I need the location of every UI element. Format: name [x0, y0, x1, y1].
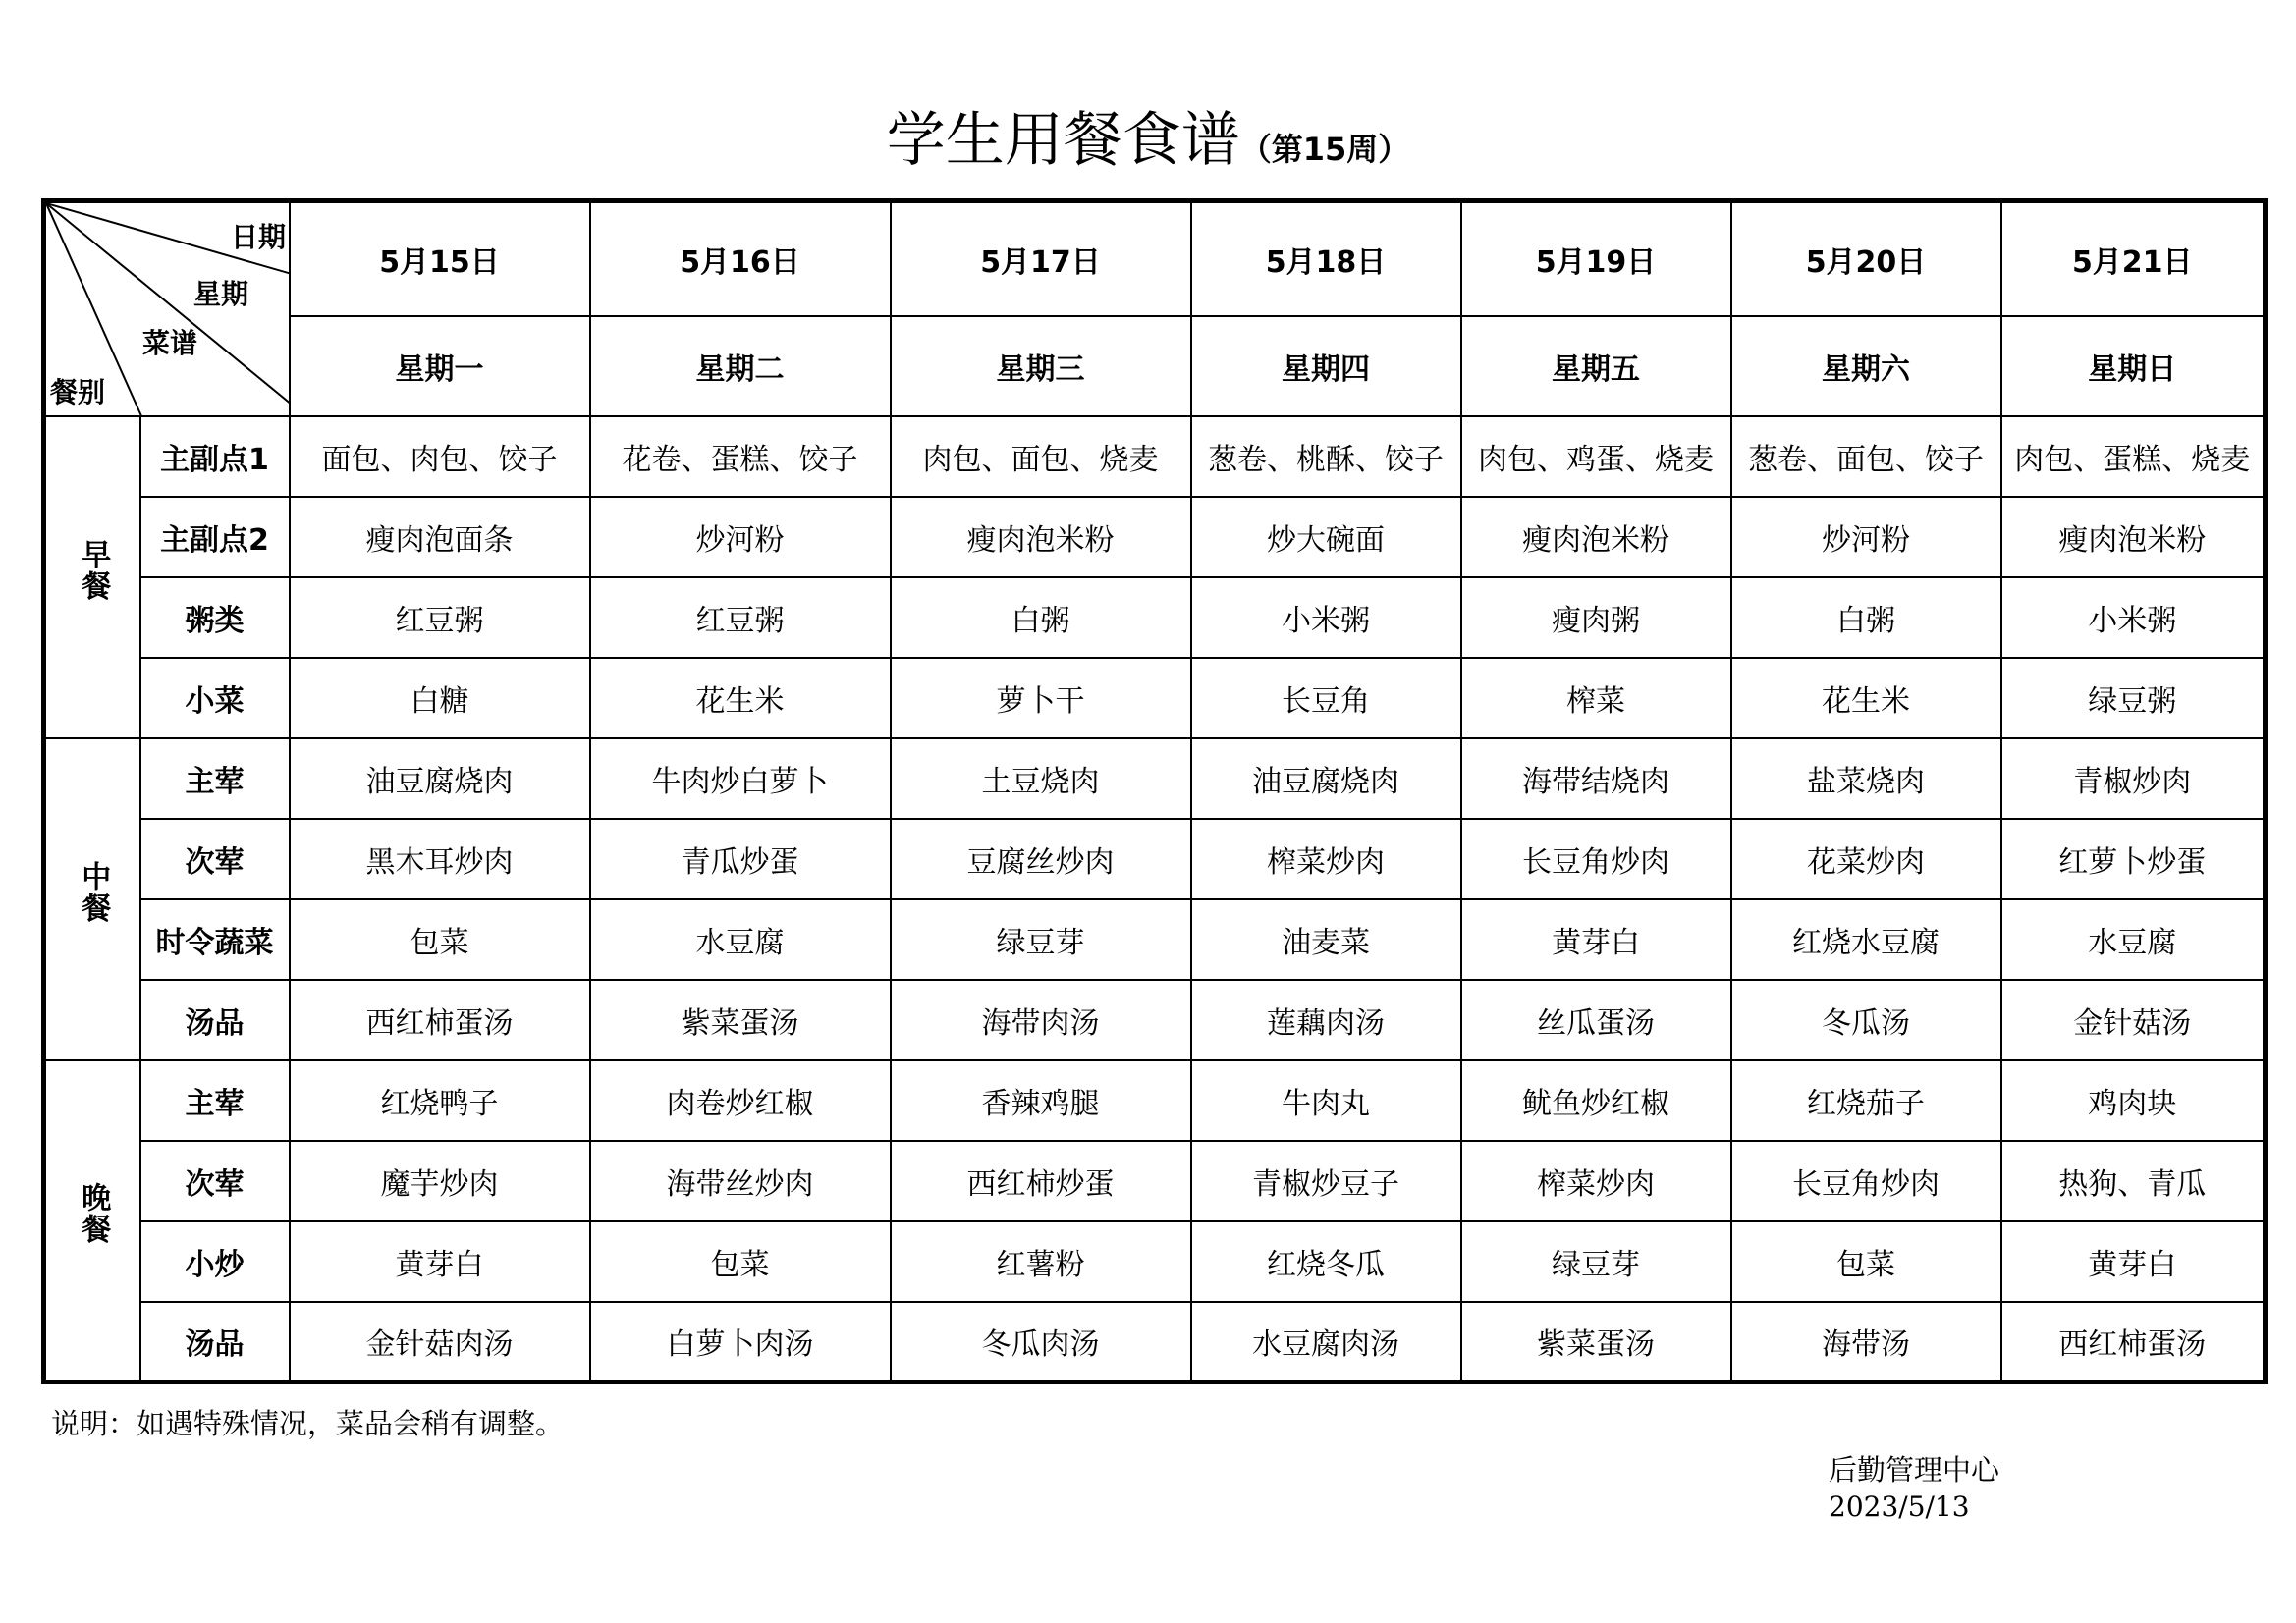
weekday-header: 星期三: [891, 316, 1191, 416]
weekday-header: 星期二: [590, 316, 891, 416]
dish-cell: 肉卷炒红椒: [590, 1060, 891, 1141]
dish-cell: 炒大碗面: [1191, 497, 1461, 577]
date-header: 5月16日: [590, 201, 891, 316]
dish-cell: 红烧茄子: [1731, 1060, 2001, 1141]
dish-cell: 紫菜蛋汤: [590, 980, 891, 1060]
corner-meal-label: 餐别: [50, 376, 106, 408]
dish-cell: 土豆烧肉: [891, 738, 1191, 819]
meal-label-text: 早餐: [76, 538, 111, 602]
dish-cell: 黄芽白: [1461, 899, 1731, 980]
category-label: 时令蔬菜: [140, 899, 290, 980]
dish-cell: 黄芽白: [290, 1221, 590, 1302]
dish-cell: 水豆腐: [590, 899, 891, 980]
corner-header: [44, 201, 290, 416]
corner-menu-label: 菜谱: [142, 327, 198, 359]
dish-cell: 炒河粉: [1731, 497, 2001, 577]
menu-row: [44, 1141, 2266, 1221]
dish-cell: 白糖: [290, 658, 590, 738]
dish-cell: 红烧冬瓜: [1191, 1221, 1461, 1302]
dish-cell: 绿豆粥: [2001, 658, 2266, 738]
dish-cell: 丝瓜蛋汤: [1461, 980, 1731, 1060]
dish-cell: 红萝卜炒蛋: [2001, 819, 2266, 899]
dish-cell: 花菜炒肉: [1731, 819, 2001, 899]
dish-cell: 白粥: [1731, 577, 2001, 658]
dish-cell: 瘦肉粥: [1461, 577, 1731, 658]
dish-cell: 海带汤: [1731, 1302, 2001, 1382]
dish-cell: 肉包、面包、烧麦: [891, 416, 1191, 497]
dish-cell: 海带结烧肉: [1461, 738, 1731, 819]
menu-row: [44, 1221, 2266, 1302]
dish-cell: 长豆角炒肉: [1461, 819, 1731, 899]
department: 后勤管理中心: [1829, 1453, 2000, 1487]
weekday-header: 星期六: [1731, 316, 2001, 416]
menu-row: [44, 1060, 2266, 1141]
menu-row: [44, 1302, 2266, 1382]
category-label: 主副点2: [140, 497, 290, 577]
footnote: 说明：如遇特殊情况，菜品会稍有调整。: [51, 1407, 565, 1440]
category-label: 汤品: [140, 980, 290, 1060]
menu-row: [44, 819, 2266, 899]
dish-cell: 水豆腐肉汤: [1191, 1302, 1461, 1382]
date-header: 5月17日: [891, 201, 1191, 316]
meal-label: [44, 738, 140, 1060]
date-header: 5月20日: [1731, 201, 2001, 316]
dish-cell: 花卷、蛋糕、饺子: [590, 416, 891, 497]
date-header: 5月19日: [1461, 201, 1731, 316]
dish-cell: 葱卷、面包、饺子: [1731, 416, 2001, 497]
dish-cell: 青椒炒豆子: [1191, 1141, 1461, 1221]
category-label: 主荤: [140, 738, 290, 819]
dish-cell: 香辣鸡腿: [891, 1060, 1191, 1141]
page-title: [0, 101, 2296, 189]
menu-row: [44, 658, 2266, 738]
dish-cell: 冬瓜汤: [1731, 980, 2001, 1060]
menu-row: [44, 980, 2266, 1060]
category-label: 主荤: [140, 1060, 290, 1141]
dish-cell: 牛肉炒白萝卜: [590, 738, 891, 819]
dish-cell: 瘦肉泡米粉: [1461, 497, 1731, 577]
dish-cell: 红豆粥: [590, 577, 891, 658]
dish-cell: 西红柿蛋汤: [290, 980, 590, 1060]
dish-cell: 西红柿炒蛋: [891, 1141, 1191, 1221]
dish-cell: 面包、肉包、饺子: [290, 416, 590, 497]
dish-cell: 绿豆芽: [891, 899, 1191, 980]
dish-cell: 瘦肉泡米粉: [2001, 497, 2266, 577]
dish-cell: 长豆角炒肉: [1731, 1141, 2001, 1221]
dish-cell: 长豆角: [1191, 658, 1461, 738]
meal-label: [44, 1060, 140, 1382]
weekday-header: 星期日: [2001, 316, 2266, 416]
dish-cell: 葱卷、桃酥、饺子: [1191, 416, 1461, 497]
dish-cell: 榨菜炒肉: [1461, 1141, 1731, 1221]
dish-cell: 萝卜干: [891, 658, 1191, 738]
dish-cell: 热狗、青瓜: [2001, 1141, 2266, 1221]
title-week: （第15周）: [1239, 131, 1410, 168]
dish-cell: 海带肉汤: [891, 980, 1191, 1060]
dish-cell: 魔芋炒肉: [290, 1141, 590, 1221]
menu-table: [41, 198, 2268, 1384]
dish-cell: 红豆粥: [290, 577, 590, 658]
dish-cell: 红烧鸭子: [290, 1060, 590, 1141]
corner-date-label: 日期: [231, 221, 287, 253]
dish-cell: 榨菜炒肉: [1191, 819, 1461, 899]
meal-label-text: 晚餐: [76, 1181, 111, 1245]
dish-cell: 水豆腐: [2001, 899, 2266, 980]
dish-cell: 炒河粉: [590, 497, 891, 577]
dish-cell: 黑木耳炒肉: [290, 819, 590, 899]
dish-cell: 包菜: [1731, 1221, 2001, 1302]
menu-row: [44, 899, 2266, 980]
menu-row: [44, 577, 2266, 658]
dish-cell: 肉包、蛋糕、烧麦: [2001, 416, 2266, 497]
dish-cell: 白萝卜肉汤: [590, 1302, 891, 1382]
dish-cell: 金针菇汤: [2001, 980, 2266, 1060]
dish-cell: 黄芽白: [2001, 1221, 2266, 1302]
dish-cell: 莲藕肉汤: [1191, 980, 1461, 1060]
dish-cell: 盐菜烧肉: [1731, 738, 2001, 819]
dish-cell: 西红柿蛋汤: [2001, 1302, 2266, 1382]
dish-cell: 包菜: [290, 899, 590, 980]
category-label: 小菜: [140, 658, 290, 738]
category-label: 粥类: [140, 577, 290, 658]
category-label: 次荤: [140, 819, 290, 899]
dish-cell: 海带丝炒肉: [590, 1141, 891, 1221]
dish-cell: 红薯粉: [891, 1221, 1191, 1302]
weekday-header: 星期一: [290, 316, 590, 416]
dish-cell: 瘦肉泡面条: [290, 497, 590, 577]
meal-label: [44, 416, 140, 738]
weekday-header: 星期四: [1191, 316, 1461, 416]
corner-weekday-label: 星期: [193, 278, 249, 310]
category-label: 汤品: [140, 1302, 290, 1382]
date-header: 5月21日: [2001, 201, 2266, 316]
dish-cell: 红烧水豆腐: [1731, 899, 2001, 980]
dish-cell: 豆腐丝炒肉: [891, 819, 1191, 899]
category-label: 次荤: [140, 1141, 290, 1221]
dish-cell: 青椒炒肉: [2001, 738, 2266, 819]
weekday-header: 星期五: [1461, 316, 1731, 416]
dish-cell: 花生米: [590, 658, 891, 738]
dish-cell: 小米粥: [2001, 577, 2266, 658]
dish-cell: 油豆腐烧肉: [1191, 738, 1461, 819]
category-label: 小炒: [140, 1221, 290, 1302]
issue-date: 2023/5/13: [1829, 1490, 1970, 1523]
dish-cell: 牛肉丸: [1191, 1060, 1461, 1141]
dish-cell: 冬瓜肉汤: [891, 1302, 1191, 1382]
date-header: 5月15日: [290, 201, 590, 316]
dish-cell: 紫菜蛋汤: [1461, 1302, 1731, 1382]
dish-cell: 油豆腐烧肉: [290, 738, 590, 819]
dish-cell: 金针菇肉汤: [290, 1302, 590, 1382]
dish-cell: 小米粥: [1191, 577, 1461, 658]
title-main: 学生用餐食谱: [886, 106, 1240, 175]
dish-cell: 鱿鱼炒红椒: [1461, 1060, 1731, 1141]
dish-cell: 油麦菜: [1191, 899, 1461, 980]
category-label: 主副点1: [140, 416, 290, 497]
dish-cell: 肉包、鸡蛋、烧麦: [1461, 416, 1731, 497]
dish-cell: 瘦肉泡米粉: [891, 497, 1191, 577]
dish-cell: 鸡肉块: [2001, 1060, 2266, 1141]
menu-row: [44, 738, 2266, 819]
dish-cell: 绿豆芽: [1461, 1221, 1731, 1302]
menu-row: [44, 416, 2266, 497]
dish-cell: 青瓜炒蛋: [590, 819, 891, 899]
meal-label-text: 中餐: [76, 860, 111, 924]
menu-row: [44, 497, 2266, 577]
date-header: 5月18日: [1191, 201, 1461, 316]
dish-cell: 榨菜: [1461, 658, 1731, 738]
dish-cell: 白粥: [891, 577, 1191, 658]
dish-cell: 包菜: [590, 1221, 891, 1302]
dish-cell: 花生米: [1731, 658, 2001, 738]
